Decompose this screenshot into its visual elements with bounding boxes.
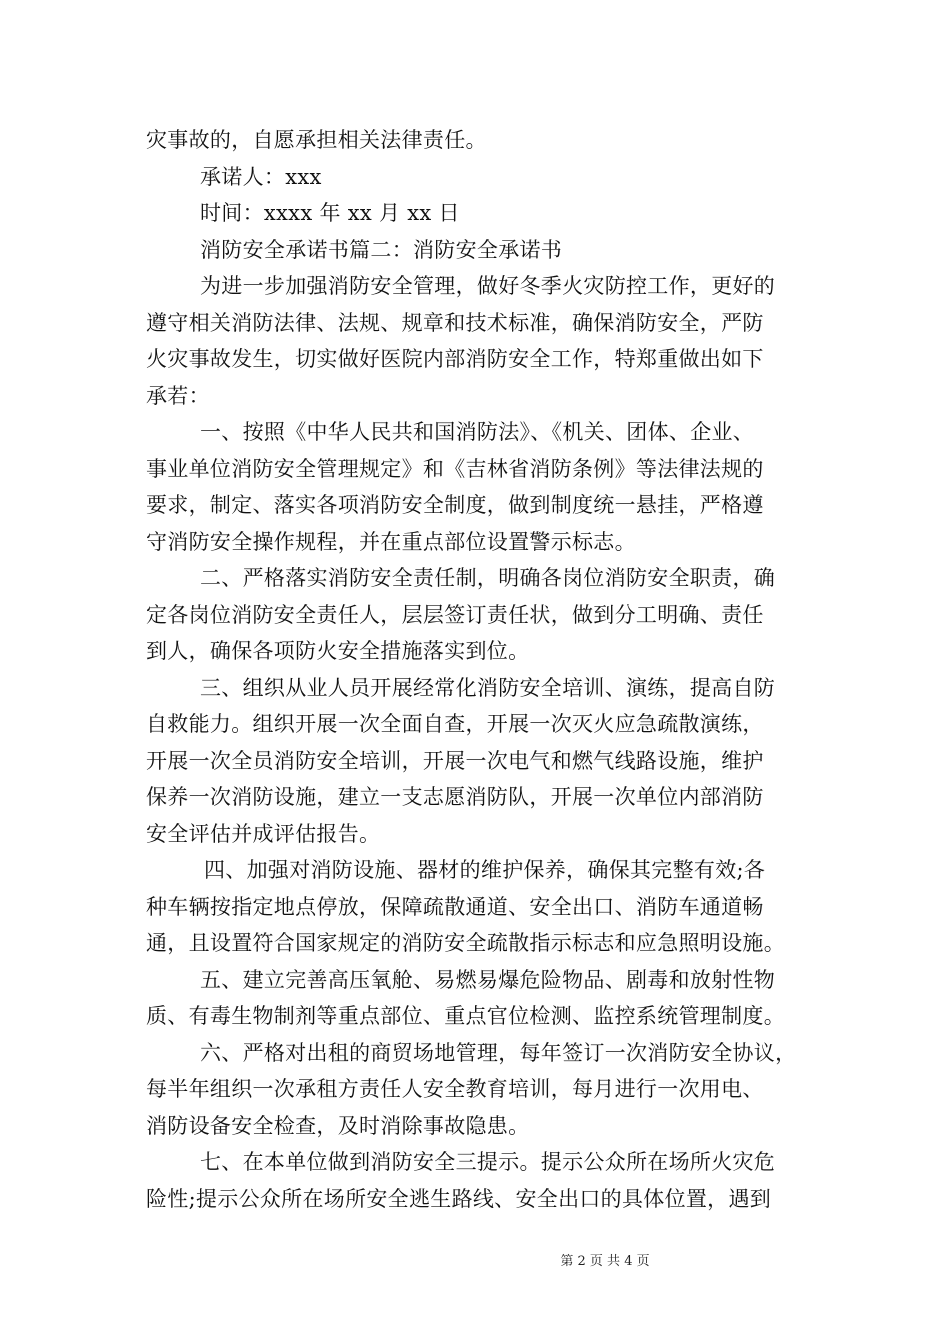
text-line: 时间：xxxx 年 xx 月 xx 日 bbox=[200, 201, 460, 225]
text-line: 质、有毒生物制剂等重点部位、重点官位检测、监控系统管理制度。 bbox=[146, 1004, 785, 1028]
text-line: 承若： bbox=[146, 383, 210, 408]
text-line: 六、严格对出租的商贸场地管理，每年签订一次消防安全协议， bbox=[200, 1040, 797, 1065]
text-line: 一、按照《中华人民共和国消防法》、《机关、团体、企业、 bbox=[200, 420, 755, 444]
section-heading: 消防安全承诺书篇二：消防安全承诺书 bbox=[200, 237, 563, 262]
text-line: 七、在本单位做到消防安全三提示。提示公众所在场所火灾危 bbox=[200, 1150, 776, 1174]
text-line: 每半年组织一次承租方责任人安全教育培训，每月进行一次用电、 bbox=[146, 1077, 764, 1101]
text-line: 到人，确保各项防火安全措施落实到位。 bbox=[146, 639, 530, 663]
text-line: 消防设备安全检查，及时消除事故隐患。 bbox=[146, 1113, 530, 1138]
text-line: 自救能力。组织开展一次全面自查，开展一次灭火应急疏散演练， bbox=[146, 712, 764, 736]
text-line: 为进一步加强消防安全管理，做好冬季火灾防控工作，更好的 bbox=[200, 274, 776, 298]
text-line: 安全评估并成评估报告。 bbox=[146, 821, 381, 846]
text-line: 四、加强对消防设施、器材的维护保养，确保其完整有效;各 bbox=[204, 858, 766, 882]
text-line: 五、建立完善高压氧舱、易燃易爆危险物品、剧毒和放射性物 bbox=[200, 967, 776, 992]
text-line: 三、组织从业人员开展经常化消防安全培训、演练，提高自防 bbox=[200, 675, 776, 700]
text-line: 事业单位消防安全管理规定》和《吉林省消防条例》等法律法规的 bbox=[146, 456, 764, 481]
text-line: 种车辆按指定地点停放，保障疏散通道、安全出口、消防车通道畅 bbox=[146, 894, 764, 919]
document-body bbox=[146, 122, 846, 1217]
text-line: 二、严格落实消防安全责任制，明确各岗位消防安全职责，确 bbox=[200, 566, 776, 590]
text-line: 守消防安全操作规程，并在重点部位设置警示标志。 bbox=[146, 529, 636, 554]
text-line: 火灾事故发生，切实做好医院内部消防安全工作，特郑重做出如下 bbox=[146, 347, 764, 371]
text-line: 保养一次消防设施，建立一支志愿消防队，开展一次单位内部消防 bbox=[146, 785, 764, 809]
text-line: 灾事故的，自愿承担相关法律责任。 bbox=[146, 128, 487, 152]
text-line: 通，且设置符合国家规定的消防安全疏散指示标志和应急照明设施。 bbox=[146, 931, 785, 955]
text-line: 开展一次全员消防安全培训，开展一次电气和燃气线路设施，维护 bbox=[146, 748, 764, 773]
text-line: 定各岗位消防安全责任人，层层签订责任状，做到分工明确、责任 bbox=[146, 602, 764, 627]
text-line: 要求，制定、落实各项消防安全制度，做到制度统一悬挂，严格遵 bbox=[146, 493, 764, 517]
text-line: 险性;提示公众所在场所安全逃生路线、安全出口的具体位置，遇到 bbox=[146, 1186, 772, 1211]
text-line: 遵守相关消防法律、法规、规章和技术标准，确保消防安全，严防 bbox=[146, 310, 764, 335]
text-line: 承诺人：xxx bbox=[200, 164, 322, 189]
page-number-footer: 第 2 页 共 4 页 bbox=[560, 1254, 650, 1269]
